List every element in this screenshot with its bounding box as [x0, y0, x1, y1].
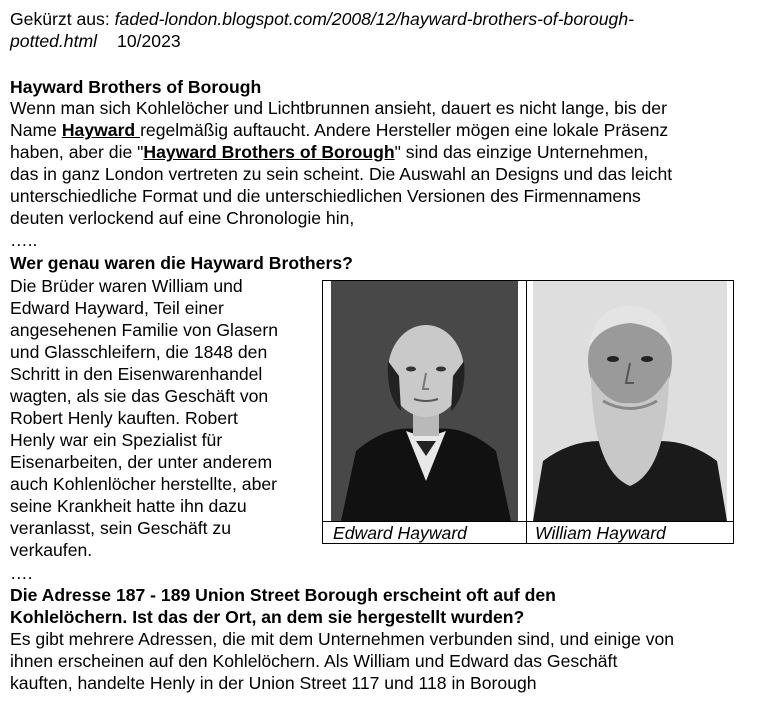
hayward-highlight: Hayward	[61, 120, 141, 140]
company-name-highlight: Hayward Brothers of Borough	[143, 142, 395, 162]
section2-line: Schritt in den Eisenwarenhandel	[10, 364, 263, 384]
portrait-figure	[322, 280, 734, 544]
source-url-end: potted.html	[10, 31, 98, 51]
source-line	[10, 9, 634, 30]
william-hayward-caption: William Hayward	[535, 523, 666, 543]
section2-ellipsis: ….	[10, 563, 33, 583]
text-fragment: Name	[10, 120, 62, 140]
section3-line: ihnen erscheinen auf den Kohlelöchern. Als William und Edward das Geschäft	[10, 651, 618, 671]
section1-ellipsis: …..	[10, 230, 38, 250]
section2-line: angesehenen Familie von Glasern	[10, 320, 278, 340]
section2-line: seine Krankheit hatte ihn dazu	[10, 496, 247, 516]
section2-line: Henly war ein Spezialist für	[10, 430, 223, 450]
section2-line: wagten, als sie das Geschäft von	[10, 386, 269, 406]
section2-line: verkaufen.	[10, 540, 93, 560]
section3-line: Es gibt mehrere Adressen, die mit dem Unternehmen verbunden sind, und einige von	[10, 629, 675, 649]
text-fragment: haben, aber die "	[10, 142, 144, 162]
section1-line2	[10, 120, 668, 141]
text-fragment: " sind das einzige Unternehmen,	[394, 142, 649, 162]
figure-divider	[526, 281, 527, 543]
text-fragment: regelmäßig auftaucht. Andere Hersteller mögen eine lokale Präsenz	[140, 120, 669, 140]
section2-line: auch Kohlenlöcher herstellte, aber	[10, 474, 278, 494]
section2-line: veranlasst, sein Geschäft zu	[10, 518, 232, 538]
section3-line: kauften, handelte Henly in der Union Street 117 und 118 in Borough	[10, 673, 537, 693]
source-url: faded-london.blogspot.com/2008/12/hayward-brothers-of-borough-	[114, 9, 634, 29]
section1-line5: unterschiedliche Format und die unterschiedlichen Versionen des Firmennamens	[10, 186, 641, 206]
source-prefix: Gekürzt aus:	[10, 9, 115, 29]
section2-line: Eisenarbeiten, der unter anderem	[10, 452, 273, 472]
section2-line: Robert Henly kauften. Robert	[10, 408, 238, 428]
edward-hayward-caption: Edward Hayward	[333, 523, 467, 543]
section3-title-line1: Die Adresse 187 - 189 Union Street Borough erscheint oft auf den	[10, 585, 556, 605]
section2-title: Wer genau waren die Hayward Brothers?	[10, 253, 353, 273]
section1-line6: deuten verlockend auf eine Chronologie hin,	[10, 208, 355, 228]
section2-line: und Glasschleifern, die 1848 den	[10, 342, 268, 362]
edward-hayward-portrait	[331, 281, 518, 521]
source-date: 10/2023	[117, 31, 181, 51]
section3-title-line2: Kohlelöchern. Ist das der Ort, an dem sie hergestellt wurden?	[10, 607, 525, 627]
section2-line: Edward Hayward, Teil einer	[10, 298, 224, 318]
section2-line: Die Brüder waren William und	[10, 276, 243, 296]
source-line-2	[10, 31, 181, 52]
section1-line4: das in ganz London vertreten zu sein scheint. Die Auswahl an Designs und das leicht	[10, 164, 673, 184]
section1-title: Hayward Brothers of Borough	[10, 77, 262, 97]
caption-separator	[323, 521, 733, 522]
william-hayward-portrait	[533, 281, 727, 521]
section1-line3	[10, 142, 648, 163]
section1-line1: Wenn man sich Kohlelöcher und Lichtbrunnen ansieht, dauert es nicht lange, bis der	[10, 98, 667, 118]
